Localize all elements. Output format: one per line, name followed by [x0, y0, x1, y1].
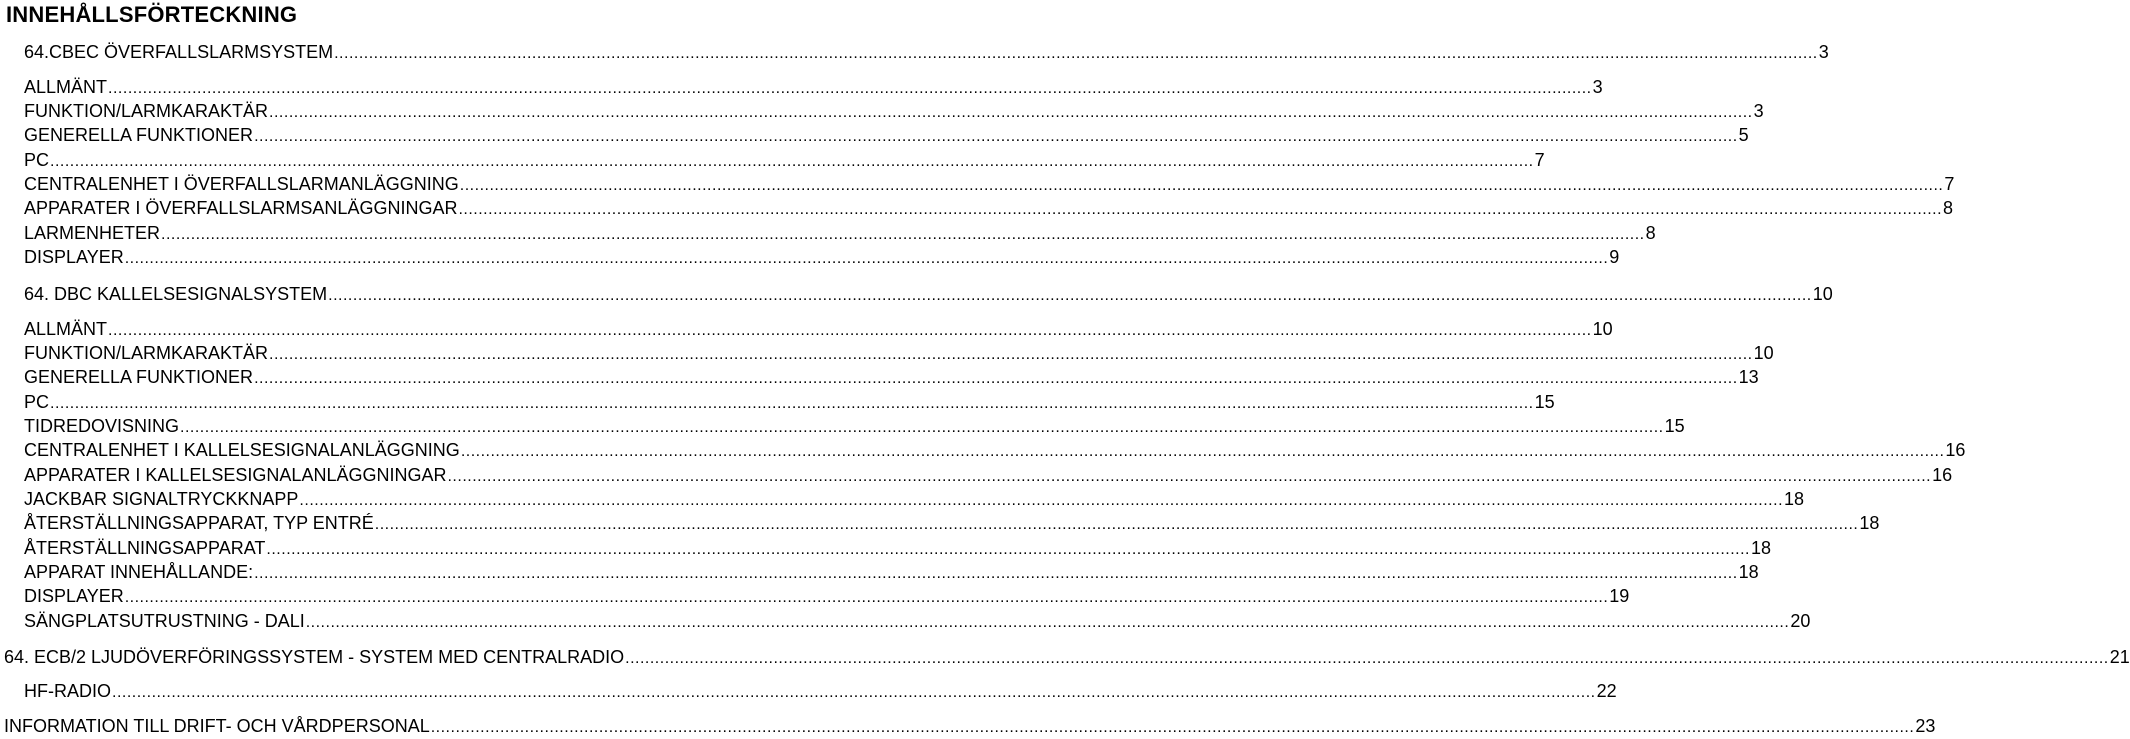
toc-leader-dots: ............................................................................................................................................................................................................................................................................................................: [254, 565, 1738, 582]
toc-entry-page: 16: [1932, 465, 1953, 485]
toc-entry[interactable]: [24, 512, 1880, 534]
toc-entry-label: SÄNGPLATSUTRUSTNING - DALI: [24, 611, 305, 631]
toc-entry-label: 64.CBEC ÖVERFALLSLARMSYSTEM: [24, 42, 334, 62]
toc-entry[interactable]: [24, 100, 1764, 122]
toc-entry[interactable]: [24, 246, 1620, 268]
toc-entry-label: APPARATER I KALLELSESIGNALANLÄGGNINGAR: [24, 465, 447, 485]
toc-entry-page: 19: [1609, 586, 1630, 606]
toc-entry[interactable]: [24, 149, 1545, 171]
toc-leader-dots: ............................................................................................................................................................................................................................................................................................................: [460, 443, 1945, 460]
toc-entry-page: 9: [1609, 247, 1620, 267]
toc-leader-dots: ............................................................................................................................................................................................................................................................................................................: [108, 80, 1592, 97]
toc-leader-dots: ............................................................................................................................................................................................................................................................................................................: [254, 128, 1738, 145]
toc-leader-dots: ............................................................................................................................................................................................................................................................................................................: [180, 419, 1664, 436]
toc-entry-label: PC: [24, 150, 50, 170]
toc-leader-dots: ............................................................................................................................................................................................................................................................................................................: [266, 541, 1750, 558]
toc-entry[interactable]: [24, 318, 1613, 340]
toc-entry[interactable]: [24, 76, 1603, 98]
toc-entry[interactable]: [24, 561, 1759, 583]
toc-leader-dots: ............................................................................................................................................................................................................................................................................................................: [112, 684, 1596, 701]
toc-entry[interactable]: [24, 173, 1955, 195]
toc-entry-page: 22: [1596, 681, 1617, 701]
toc-entry-page: 18: [1859, 513, 1880, 533]
toc-entry-label: GENERELLA FUNKTIONER: [24, 125, 254, 145]
toc-entry[interactable]: [24, 488, 1805, 510]
toc-leader-dots: ............................................................................................................................................................................................................................................................................................................: [269, 346, 1753, 363]
toc-entry[interactable]: [24, 342, 1774, 364]
toc-entry-label: APPARATER I ÖVERFALLSLARMSANLÄGGNINGAR: [24, 198, 458, 218]
toc-entry[interactable]: [24, 391, 1555, 413]
toc-entry[interactable]: [24, 585, 1630, 607]
toc-leader-dots: ............................................................................................................................................................................................................................................................................................................: [124, 589, 1609, 606]
page-title: INNEHÅLLSFÖRTECKNING: [6, 2, 298, 27]
toc-entry[interactable]: [24, 124, 1749, 146]
toc-leader-dots: ............................................................................................................................................................................................................................................................................................................: [50, 153, 1534, 170]
toc-leader-dots: ............................................................................................................................................................................................................................................................................................................: [269, 104, 1753, 121]
toc-entry-label: INFORMATION TILL DRIFT- OCH VÅRDPERSONAL: [4, 716, 430, 736]
toc-leader-dots: ............................................................................................................................................................................................................................................................................................................: [50, 395, 1534, 412]
toc-entry[interactable]: [24, 610, 1811, 632]
toc-entry-label: 64. ECB/2 LJUDÖVERFÖRINGSSYSTEM - SYSTEM MED CENTRALRADIO: [4, 647, 625, 667]
toc-entry-page: 10: [1812, 284, 1833, 304]
toc-leader-dots: ............................................................................................................................................................................................................................................................................................................: [458, 201, 1943, 218]
toc-entry-label: ÅTERSTÄLLNINGSAPPARAT: [24, 538, 266, 558]
toc-entry-page: 5: [1738, 125, 1749, 145]
toc-leader-dots: ............................................................................................................................................................................................................................................................................................................: [459, 177, 1944, 194]
toc-entry-page: 15: [1664, 416, 1685, 436]
toc-entry-page: 3: [1818, 42, 1829, 62]
toc-entry-page: 23: [1915, 716, 1936, 736]
toc-entry-page: 18: [1738, 562, 1759, 582]
toc-entry-label: CENTRALENHET I ÖVERFALLSLARMANLÄGGNING: [24, 174, 459, 194]
toc-entry-page: 3: [1753, 101, 1764, 121]
toc-entry-label: TIDREDOVISNING: [24, 416, 180, 436]
toc-leader-dots: ............................................................................................................................................................................................................................................................................................................: [161, 226, 1645, 243]
toc-entry-page: 8: [1943, 198, 1954, 218]
toc-entry-page: 7: [1944, 174, 1955, 194]
toc-entry-page: 10: [1592, 319, 1613, 339]
toc-leader-dots: ............................................................................................................................................................................................................................................................................................................: [374, 516, 1859, 533]
toc-entry-label: LARMENHETER: [24, 223, 161, 243]
toc-entry-label: APPARAT INNEHÅLLANDE:: [24, 562, 254, 582]
toc-leader-dots: ............................................................................................................................................................................................................................................................................................................: [254, 370, 1738, 387]
toc-entry-label: ALLMÄNT: [24, 77, 108, 97]
toc-entry-page: 7: [1534, 150, 1545, 170]
toc-leader-dots: ............................................................................................................................................................................................................................................................................................................: [430, 719, 1915, 736]
toc-entry-label: ÅTERSTÄLLNINGSAPPARAT, TYP ENTRÉ: [24, 513, 374, 533]
toc-leader-dots: ............................................................................................................................................................................................................................................................................................................: [625, 650, 2109, 667]
toc-entry[interactable]: [4, 646, 2130, 668]
toc-entry-label: DISPLAYER: [24, 586, 124, 606]
toc-leader-dots: ............................................................................................................................................................................................................................................................................................................: [334, 45, 1818, 62]
toc-entry-label: CENTRALENHET I KALLELSESIGNALANLÄGGNING: [24, 440, 460, 460]
toc-entry-label: 64. DBC KALLELSESIGNALSYSTEM: [24, 284, 328, 304]
toc-leader-dots: ............................................................................................................................................................................................................................................................................................................: [108, 322, 1592, 339]
toc-entry-page: 13: [1738, 367, 1759, 387]
toc-entry[interactable]: [24, 41, 1829, 63]
toc-entry[interactable]: [24, 283, 1833, 305]
toc-entry-page: 8: [1645, 223, 1656, 243]
toc-entry-label: ALLMÄNT: [24, 319, 108, 339]
toc-entry[interactable]: [24, 222, 1656, 244]
toc-entry-label: FUNKTION/LARMKARAKTÄR: [24, 343, 269, 363]
toc-entry[interactable]: [24, 464, 1953, 486]
toc-leader-dots: ............................................................................................................................................................................................................................................................................................................: [124, 250, 1609, 267]
toc-entry-label: GENERELLA FUNKTIONER: [24, 367, 254, 387]
toc-entry[interactable]: [4, 715, 1936, 737]
toc-entry-page: 20: [1790, 611, 1811, 631]
toc-entry-page: 10: [1753, 343, 1774, 363]
toc-entry-label: DISPLAYER: [24, 247, 124, 267]
toc-entry-page: 18: [1751, 538, 1772, 558]
toc-entry-label: JACKBAR SIGNALTRYCKKNAPP: [24, 489, 299, 509]
toc-leader-dots: ............................................................................................................................................................................................................................................................................................................: [328, 287, 1812, 304]
toc-entry[interactable]: [24, 197, 1954, 219]
toc-leader-dots: ............................................................................................................................................................................................................................................................................................................: [447, 468, 1932, 485]
toc-entry-page: 16: [1945, 440, 1966, 460]
toc-entry-page: 15: [1534, 392, 1555, 412]
toc-entry-page: 3: [1592, 77, 1603, 97]
toc-leader-dots: ............................................................................................................................................................................................................................................................................................................: [299, 492, 1784, 509]
toc-entry-page: 18: [1784, 489, 1805, 509]
toc-entry[interactable]: [24, 415, 1685, 437]
toc-entry[interactable]: [24, 366, 1759, 388]
toc-entry[interactable]: [24, 537, 1772, 559]
toc-entry[interactable]: [24, 680, 1617, 702]
toc-entry-label: PC: [24, 392, 50, 412]
toc-entry-label: HF-RADIO: [24, 681, 111, 701]
toc-leader-dots: ............................................................................................................................................................................................................................................................................................................: [305, 614, 1790, 631]
toc-entry-label: FUNKTION/LARMKARAKTÄR: [24, 101, 269, 121]
toc-entry-page: 21: [2109, 647, 2130, 667]
toc-entry[interactable]: [24, 439, 1966, 461]
